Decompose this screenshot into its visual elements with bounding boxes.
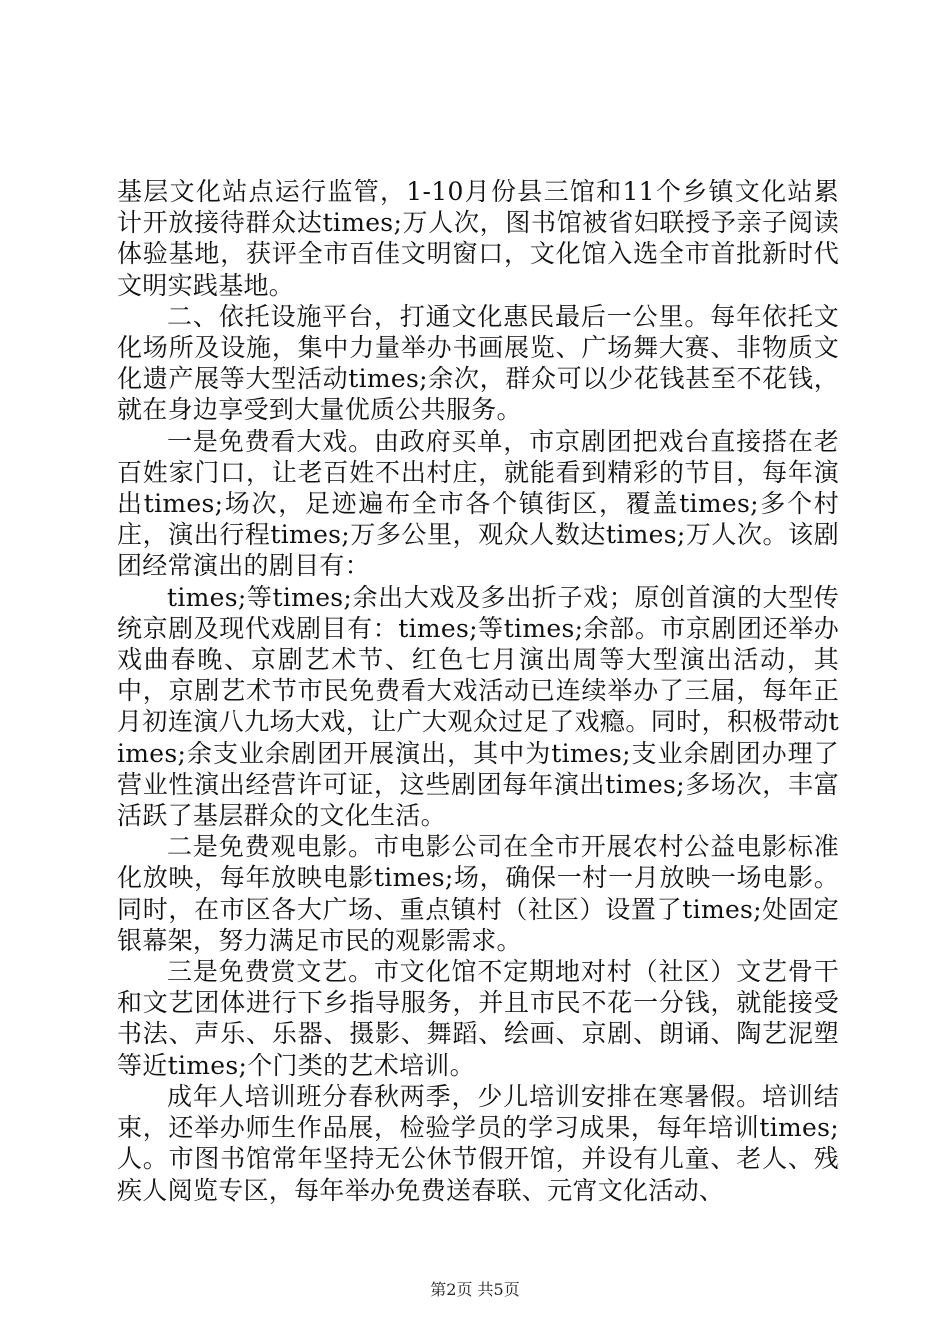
paragraph-6: 三是免费赏文艺。市文化馆不定期地对村（社区）文艺骨干和文艺团体进行下乡指导服务，并且市民不花一分钱，就能接受书法、声乐、乐器、摄影、舞蹈、绘画、京剧、朗诵、陶艺泥塑等近times;个门类的艺术培训。 [117, 957, 839, 1080]
paragraph-7: 成年人培训班分春秋两季，少儿培训安排在寒暑假。培训结束，还举办师生作品展，检验学员的学习成果，每年培训times;人。市图书馆常年坚持无公休节假开馆，并设有儿童、老人、残疾人阅览专区，每年举办免费送春联、元宵文化活动、 [117, 1081, 839, 1205]
paragraph-5: 二是免费观电影。市电影公司在全市开展农村公益电影标准化放映，每年放映电影times;场，确保一村一月放映一场电影。同时，在市区各大广场、重点镇村（社区）设置了times;处固定银幕架，努力满足市民的观影需求。 [117, 832, 839, 955]
paragraph-2: 二、依托设施平台，打通文化惠民最后一公里。每年依托文化场所及设施，集中力量举办书画展览、广场舞大赛、非物质文化遗产展等大型活动times;余次，群众可以少花钱甚至不花钱，就在身边享受到大量优质公共服务。 [117, 301, 839, 425]
paragraph-4: times;等times;余出大戏及多出折子戏；原创首演的大型传统京剧及现代戏剧目有：times;等times;余部。市京剧团还举办戏曲春晚、京剧艺术节、红色七月演出周等大型演出活动，其中，京剧艺术节市民免费看大戏活动已连续举办了三届，每年正月初连演八九场大戏，让广大观众过足了戏瘾。同时，积极带动times;余支业余剧团开展演出，其中为times;支业余剧团办理了营业性演出经营许可证，这些剧团每年演出times;多场次，丰富活跃了基层群众的文化生活。 [117, 582, 839, 831]
paragraph-1: 基层文化站点运行监管，1-10月份县三馆和11个乡镇文化站累计开放接待群众达times;万人次，图书馆被省妇联授予亲子阅读体验基地，获评全市百佳文明窗口，文化馆入选全市首批新时代文明实践基地。 [117, 177, 839, 300]
paragraph-3: 一是免费看大戏。由政府买单，市京剧团把戏台直接搭在老百姓家门口，让老百姓不出村庄，就能看到精彩的节目，每年演出times;场次，足迹遍布全市各个镇街区，覆盖times;多个村庄，演出行程times;万多公里，观众人数达times;万人次。该剧团经常演出的剧目有： [117, 426, 839, 581]
page-footer: 第2页 共5页 [430, 1280, 520, 1299]
document-body [117, 176, 839, 1206]
